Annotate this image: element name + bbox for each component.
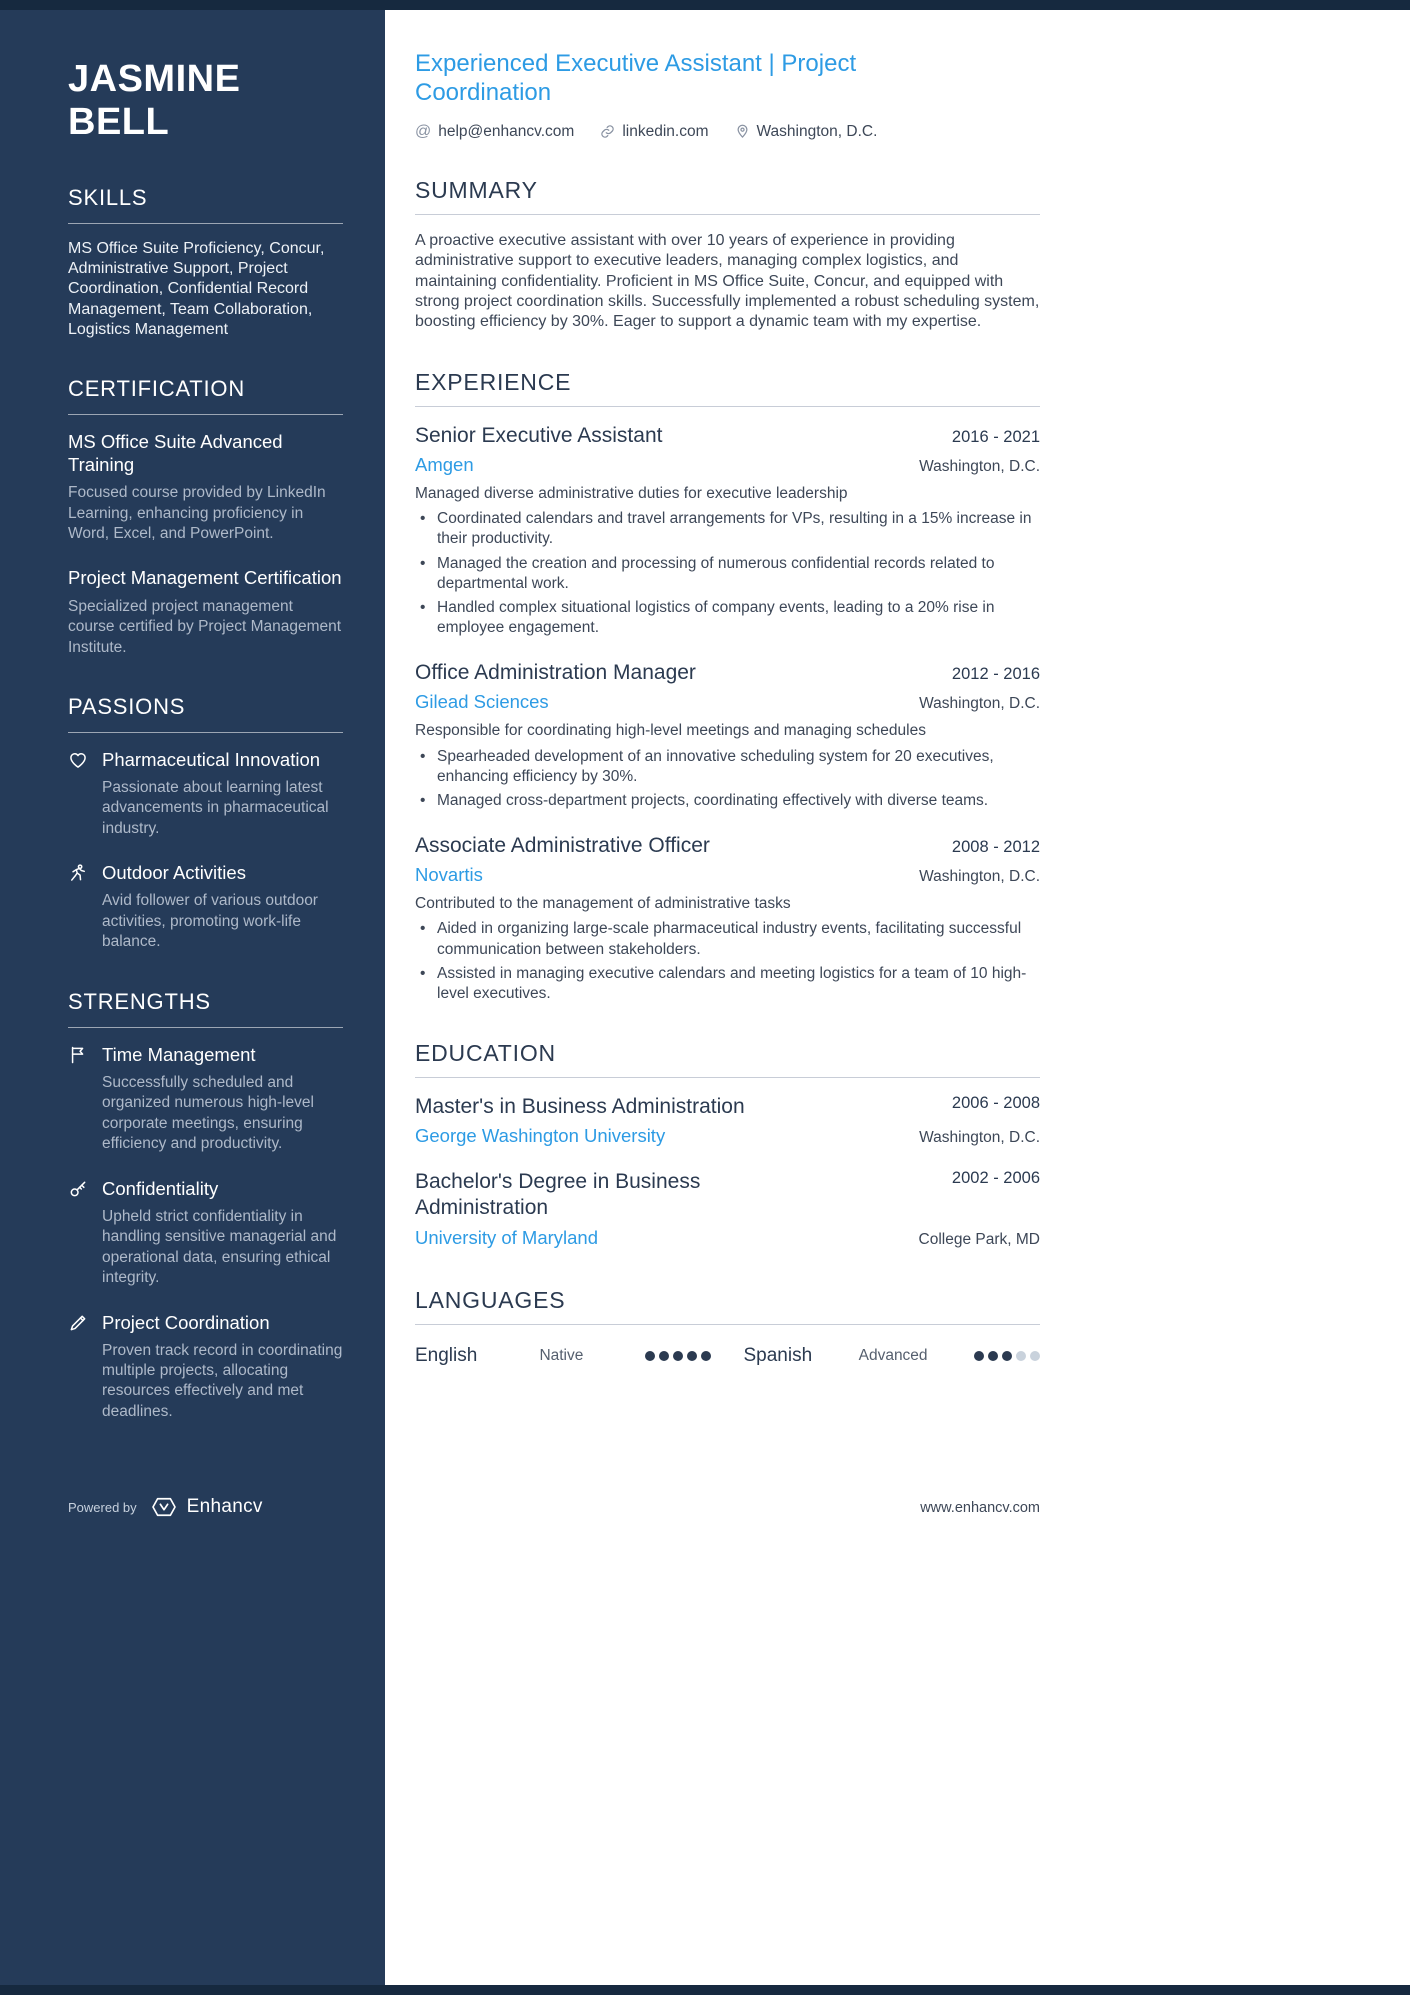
passion-name: Pharmaceutical Innovation [102,748,321,770]
at-icon: @ [415,122,432,140]
link-icon [600,124,615,139]
education-heading: EDUCATION [415,1040,1040,1078]
summary-section [415,177,1040,333]
bullet-item: • Assisted in managing executive calendars and meeting logistics for a team of 10 high-level executives. [415,964,1040,1004]
bullet-item: • Spearheaded development of an innovative scheduling system for 20 executives, enhancing efficiency by 30%. [415,747,1040,787]
job-company: Gilead Sciences [415,691,549,713]
education-section [415,1040,1040,1251]
summary-text: A proactive executive assistant with over 10 years of experience in providing administrative support to executive leaders, managing complex logistics, and maintaining confidentiality. Proficient in MS Office Suite, Concur, and equipped with strong project coordination skills. Successfully implemented a robust scheduling system, boosting efficiency by 30%. Eager to support a dynamic team with my expertise. [415,231,1040,331]
contact-row [415,123,1040,141]
language-item [744,1345,1041,1367]
job-dates: 2012 - 2016 [951,665,1040,684]
passions-section [68,694,343,953]
job-location: Washington, D.C. [919,695,1040,713]
school-name: University of Maryland [415,1226,599,1248]
experience-entry [415,660,1040,811]
job-role: Office Administration Manager [415,661,696,685]
language-name: English [415,1344,478,1366]
pen-icon [68,1311,90,1423]
strength-item [68,1177,343,1289]
languages-section [415,1287,1040,1367]
job-role: Associate Administrative Officer [415,833,710,857]
bullet-item: • Aided in organizing large-scale pharmaceutical industry events, facilitating successful communication between stakeholders. [415,919,1040,959]
job-role: Senior Executive Assistant [415,423,663,447]
experience-heading: EXPERIENCE [415,369,1040,407]
enhancv-logo-icon [149,1496,179,1518]
passion-description: Passionate about learning latest advancements in pharmaceutical industry. [102,779,329,837]
skills-section [68,185,343,340]
school-location: Washington, D.C. [919,1129,1040,1147]
bottom-edge-strip [0,1985,1410,1995]
strength-name: Confidentiality [102,1177,219,1199]
education-entry [415,1169,1040,1251]
passion-description: Avid follower of various outdoor activities, promoting work-life balance. [102,892,318,951]
certification-item [68,430,343,545]
passion-item [68,861,343,952]
strength-item [68,1311,343,1423]
linkedin-link[interactable] [600,123,708,141]
bullet-item: • Coordinated calendars and travel arrangements for VPs, resulting in a 15% increase in their productivity. [415,509,1040,549]
sidebar-footer [68,1496,263,1518]
job-description: Responsible for coordinating high-level meetings and managing schedules [415,722,926,740]
degree-title: Master's in Business Administration [415,1094,745,1118]
job-company: Novartis [415,864,483,886]
degree-title: Bachelor's Degree in Business Administration [415,1170,701,1220]
education-dates: 2002 - 2006 [951,1169,1040,1188]
certification-item [68,566,343,657]
certification-description: Focused course provided by LinkedIn Learning, enhancing proficiency in Word, Excel, and PowerPoint. [68,484,326,543]
strength-description: Upheld strict confidentiality in handling sensitive managerial and operational data, ensuring ethical integrity. [102,1207,337,1287]
candidate-name: JASMINE BELL [68,58,241,143]
passion-name: Outdoor Activities [102,862,246,884]
job-bullets [415,509,1040,638]
experience-section [415,369,1040,1004]
powered-by-label: Powered by [68,1499,137,1515]
language-level: Native [539,1346,584,1364]
strength-description: Proven track record in coordinating multiple projects, allocating resources effectively and met deadlines. [102,1341,343,1420]
strength-name: Project Coordination [102,1311,270,1333]
language-rating-dots [974,1351,1040,1361]
job-company: Amgen [415,454,474,476]
email-link[interactable] [415,123,574,141]
certification-name: MS Office Suite Advanced Training [68,430,283,475]
strength-description: Successfully scheduled and organized numerous high-level corporate meetings, ensuring efficiency and productivity. [102,1073,314,1153]
enhancv-logo[interactable] [149,1496,263,1518]
job-location: Washington, D.C. [919,868,1040,886]
location-item [735,123,878,141]
skills-text: MS Office Suite Proficiency, Concur, Administrative Support, Project Coordination, Confidential Record Management, Team Collaboration, Logistics Management [68,240,325,338]
location-pin-icon [735,124,750,139]
experience-entry [415,423,1040,638]
main-content [385,0,1410,1995]
education-entry [415,1094,1040,1149]
email-text: help@enhancv.com [438,122,575,140]
certification-description: Specialized project management course certified by Project Management Institute. [68,597,342,656]
certification-section [68,376,343,658]
job-dates: 2008 - 2012 [951,837,1040,856]
experience-entry [415,833,1040,1004]
certification-name: Project Management Certification [68,567,342,589]
languages-heading: LANGUAGES [415,1287,1040,1325]
flag-icon [68,1043,90,1155]
top-edge-strip [0,0,1410,10]
key-icon [68,1177,90,1289]
site-url[interactable]: www.enhancv.com [920,1500,1040,1516]
strength-name: Time Management [102,1043,256,1065]
job-dates: 2016 - 2021 [951,427,1040,446]
summary-heading: SUMMARY [415,177,1040,215]
job-location: Washington, D.C. [919,458,1040,476]
resume-headline: Experienced Executive Assistant | Project Coordination [415,50,857,106]
job-description: Managed diverse administrative duties for executive leadership [415,485,848,503]
strengths-section [68,989,343,1423]
runner-icon [68,861,90,952]
sidebar [0,0,385,1995]
job-description: Contributed to the management of administrative tasks [415,895,791,913]
language-rating-dots [645,1351,711,1361]
bullet-item: • Managed cross-department projects, coordinating effectively with diverse teams. [415,791,1040,811]
strengths-heading: STRENGTHS [68,989,343,1028]
enhancv-brand-name: Enhancv [186,1496,263,1517]
bullet-item: • Managed the creation and processing of numerous confidential records related to departmental work. [415,554,1040,594]
languages-row [415,1341,1040,1367]
job-bullets [415,919,1040,1004]
school-name: George Washington University [415,1125,666,1147]
skills-heading: SKILLS [68,185,343,224]
strength-item [68,1043,343,1155]
job-bullets [415,747,1040,811]
bullet-item: • Handled complex situational logistics of company events, leading to a 20% rise in employee engagement. [415,598,1040,638]
school-location: College Park, MD [918,1230,1040,1248]
location-text: Washington, D.C. [756,122,878,140]
passions-heading: PASSIONS [68,694,343,733]
passion-item [68,748,343,839]
language-item [415,1345,712,1367]
heart-icon [68,748,90,839]
linkedin-text: linkedin.com [622,122,709,140]
education-dates: 2006 - 2008 [951,1093,1040,1112]
certification-heading: CERTIFICATION [68,376,343,415]
language-name: Spanish [743,1344,813,1366]
language-level: Advanced [858,1346,928,1364]
